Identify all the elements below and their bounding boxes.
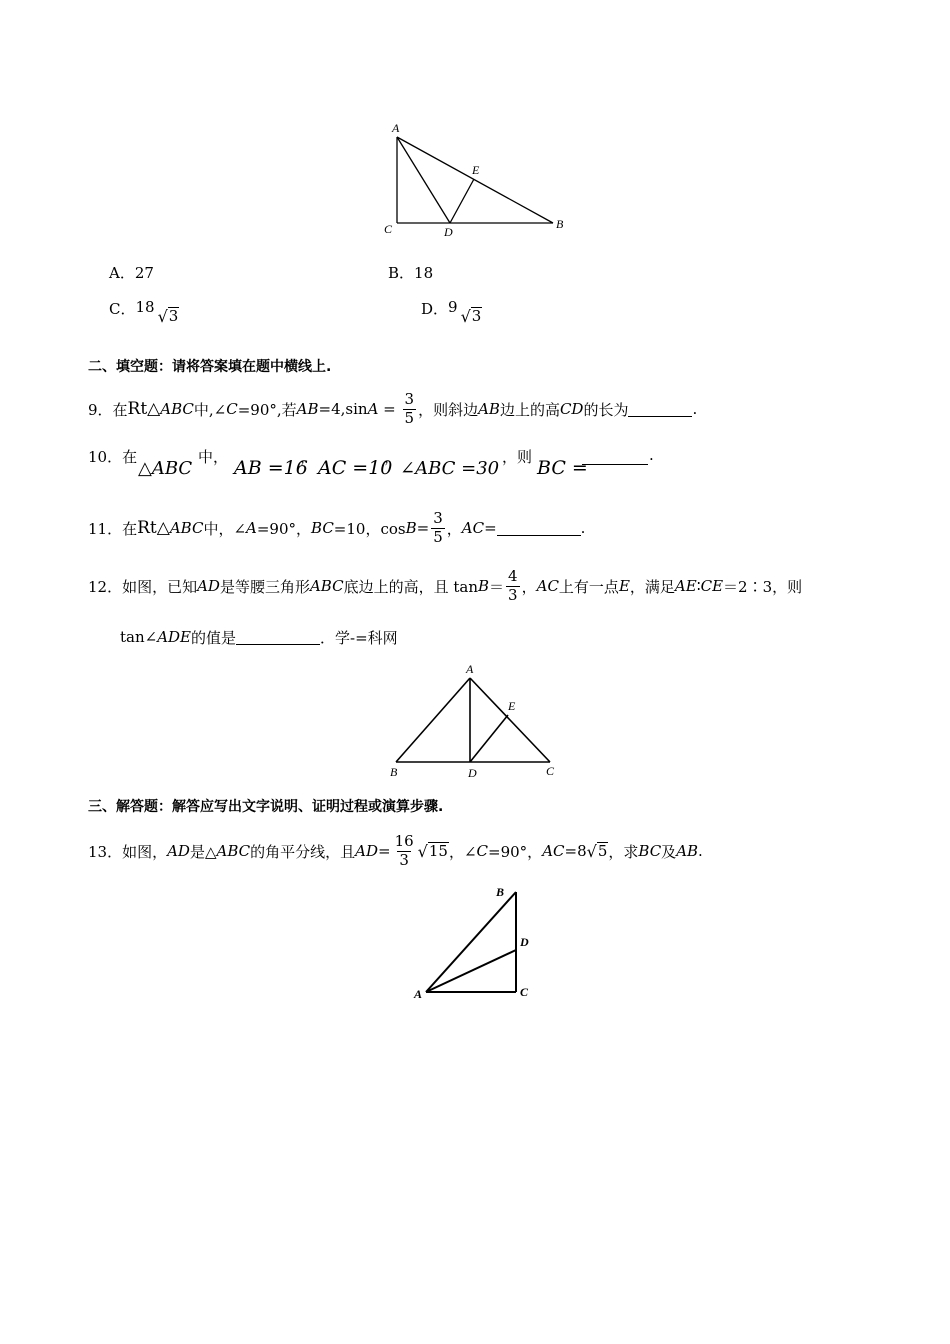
q13-text-2: 的角平分线，且 — [250, 842, 356, 861]
q11-text-3: =10，cos — [333, 519, 406, 538]
option-b — [388, 262, 433, 283]
q9-end: . — [692, 400, 698, 418]
q12-text-3: ， — [521, 577, 537, 596]
figure-3-diagram — [410, 880, 550, 1004]
q12-ac: AC — [536, 577, 559, 595]
q12-answer-blank[interactable] — [236, 630, 320, 645]
q12-text-4: 上有一点 — [558, 577, 619, 596]
q9-text-3: =4,sin — [318, 400, 368, 418]
fig2-label-b: B — [390, 765, 398, 779]
q13-text-3: ，∠ — [448, 842, 477, 861]
q12-text-2: 底边上的高，且 tan — [343, 577, 478, 596]
fig2-label-d: D — [468, 766, 477, 780]
q13-ad2: AD — [355, 842, 378, 860]
option-a-label: A． — [109, 264, 135, 282]
q10-ze: ，则 — [502, 448, 533, 466]
q13-ac: AC — [542, 842, 565, 860]
q11-eq: = — [416, 519, 430, 537]
fig3-label-d: D — [520, 935, 529, 949]
q13-fraction — [393, 833, 416, 869]
question-11 — [88, 505, 585, 551]
q13-ab: AB — [676, 842, 699, 860]
q9-text-6: 的长为 — [583, 400, 629, 419]
q10-comma-2: ， — [384, 448, 400, 466]
q11-text-2: =90°， — [256, 519, 312, 538]
q11-b: B — [405, 519, 417, 537]
q10-comma-1: ， — [300, 448, 316, 466]
option-d-radicand: 3 — [471, 307, 482, 325]
q11-fraction — [431, 510, 445, 546]
q9-a: A — [367, 400, 379, 418]
option-c-sqrt: √ 3 — [157, 306, 179, 326]
option-b-value: 18 — [414, 264, 434, 282]
q13-text-6: ，求 — [608, 842, 639, 861]
fig2-label-a: A — [466, 662, 474, 676]
q10-triangle: △ABC — [138, 458, 193, 479]
q11-triangle: ABC — [169, 519, 204, 537]
q9-frac-den: 5 — [404, 408, 415, 427]
fig3-label-b: B — [496, 885, 505, 899]
q9-fraction — [403, 391, 417, 427]
q13-frac-num: 16 — [394, 832, 414, 851]
q10-end: . — [649, 446, 654, 464]
q13-sqrt-15: √ 15 — [417, 841, 448, 861]
question-12-line-2 — [120, 626, 398, 648]
fig1-label-d: D — [444, 225, 453, 239]
q9-text-5: 边上的高 — [499, 400, 560, 419]
option-a — [109, 262, 154, 283]
q12-ce: CE — [700, 577, 724, 595]
fig1-label-a: A — [392, 121, 400, 135]
q9-ab: AB — [296, 400, 319, 418]
q13-text-7: 及 — [661, 842, 677, 861]
q9-ab2: AB — [478, 400, 500, 418]
q12-ade: ADE — [157, 628, 192, 646]
q13-frac-den: 3 — [399, 850, 409, 869]
q13-text-4: =90°， — [488, 842, 543, 861]
q12-colon: ∶ — [696, 577, 701, 595]
fig2-label-e: E — [508, 699, 516, 713]
q13-text-5: =8 — [564, 842, 587, 860]
q11-number: 11．在 — [88, 519, 138, 538]
q10-bc: BC = — [537, 457, 588, 479]
fig1-label-c: C — [384, 222, 393, 236]
option-d-value: 9 — [448, 298, 458, 316]
q13-radicand-5: 5 — [597, 842, 608, 861]
q13-sqrt-5: √ 5 — [586, 841, 608, 861]
q13-eq: = — [378, 842, 391, 860]
q11-bc: BC — [311, 519, 334, 537]
q12-text-6: ＝2∶3，则 — [723, 577, 803, 596]
q10-ab: AB =16 — [234, 457, 308, 479]
q9-number: 9．在 — [88, 400, 128, 419]
question-13 — [88, 827, 703, 875]
q11-frac-num: 3 — [433, 509, 443, 528]
q9-frac-num: 3 — [404, 390, 415, 409]
q12-text-8: ．学-=科网 — [320, 628, 398, 647]
figure-2-diagram — [380, 660, 570, 784]
q12-tan: tan∠ — [120, 628, 158, 646]
q12-ad: AD — [197, 577, 220, 595]
question-12 — [88, 562, 802, 610]
q13-number: 13．如图， — [88, 842, 168, 861]
q11-text-4: ， — [446, 519, 462, 538]
q11-ac: AC — [461, 519, 485, 537]
figure-2 — [380, 660, 570, 784]
figure-1 — [380, 118, 580, 242]
fig1-label-e: E — [472, 163, 480, 177]
q12-number: 12．如图，已知 — [88, 577, 198, 596]
q13-text-1: 是△ — [189, 842, 217, 861]
q12-e: E — [618, 577, 630, 595]
q12-frac-den: 3 — [508, 585, 518, 604]
q11-a: A — [246, 519, 257, 537]
q10-zhong: 中， — [198, 448, 229, 466]
option-b-label: B． — [388, 264, 415, 282]
q9-eq: = — [378, 400, 401, 418]
option-d-sqrt: √ 3 — [460, 306, 482, 326]
q13-c: C — [476, 842, 489, 860]
q11-answer-blank[interactable] — [497, 521, 581, 536]
option-a-value: 27 — [134, 264, 154, 282]
fig2-label-c: C — [546, 764, 555, 778]
q10-answer-blank[interactable] — [582, 450, 648, 465]
q12-frac-num: 4 — [508, 567, 518, 586]
q9-c: C — [226, 400, 238, 418]
q9-text-4: ，则斜边 — [418, 400, 479, 419]
q13-end: . — [698, 842, 703, 860]
fig1-label-b: B — [556, 217, 564, 231]
q9-answer-blank[interactable] — [628, 402, 692, 417]
option-d-label: D． — [421, 300, 449, 318]
q12-text-7: 的值是 — [191, 628, 237, 647]
q12-text-5: ，满足 — [629, 577, 675, 596]
q13-bc: BC — [638, 842, 662, 860]
q12-abc: ABC — [309, 577, 344, 595]
q11-rt: Rt△ — [137, 518, 170, 538]
q12-fraction — [506, 568, 520, 604]
q13-ad: AD — [167, 842, 190, 860]
q10-number: 10．在 — [88, 448, 138, 466]
section-3-title: 三、解答题：解答应写出文字说明、证明过程或演算步骤. — [88, 799, 444, 815]
q10-angle: ∠ABC =30 — [400, 458, 500, 479]
q9-triangle: ABC — [160, 400, 194, 418]
option-c-value: 18 — [135, 298, 155, 316]
figure-3 — [410, 880, 550, 1004]
q12-b: B — [478, 577, 490, 595]
option-c — [109, 298, 179, 325]
option-c-label: C． — [109, 300, 136, 318]
q11-frac-den: 5 — [433, 527, 443, 546]
q10-ac: AC =10 — [318, 457, 393, 479]
q12-ae: AE — [674, 577, 697, 595]
q11-end: . — [580, 519, 586, 537]
q13-radicand-15: 15 — [428, 842, 448, 861]
question-10 — [88, 444, 688, 484]
q12-eq: ＝ — [489, 577, 505, 596]
option-d — [421, 298, 482, 325]
q9-text-2: =90°,若 — [237, 400, 297, 419]
q13-abc: ABC — [216, 842, 251, 860]
q9-text-1: 中,∠ — [193, 400, 227, 419]
q12-text-1: 是等腰三角形 — [219, 577, 310, 596]
fig3-label-c: C — [520, 985, 529, 999]
q9-rt: Rt△ — [127, 399, 161, 419]
q9-cd: CD — [559, 400, 584, 418]
section-2-title: 二、填空题：请将答案填在题中横线上. — [88, 359, 332, 375]
q11-text-1: 中，∠ — [203, 519, 247, 538]
fig3-label-a: A — [414, 987, 423, 1001]
q11-text-5: = — [484, 519, 497, 537]
question-9 — [88, 386, 697, 432]
figure-1-diagram — [380, 118, 580, 242]
option-c-radicand: 3 — [168, 307, 179, 325]
